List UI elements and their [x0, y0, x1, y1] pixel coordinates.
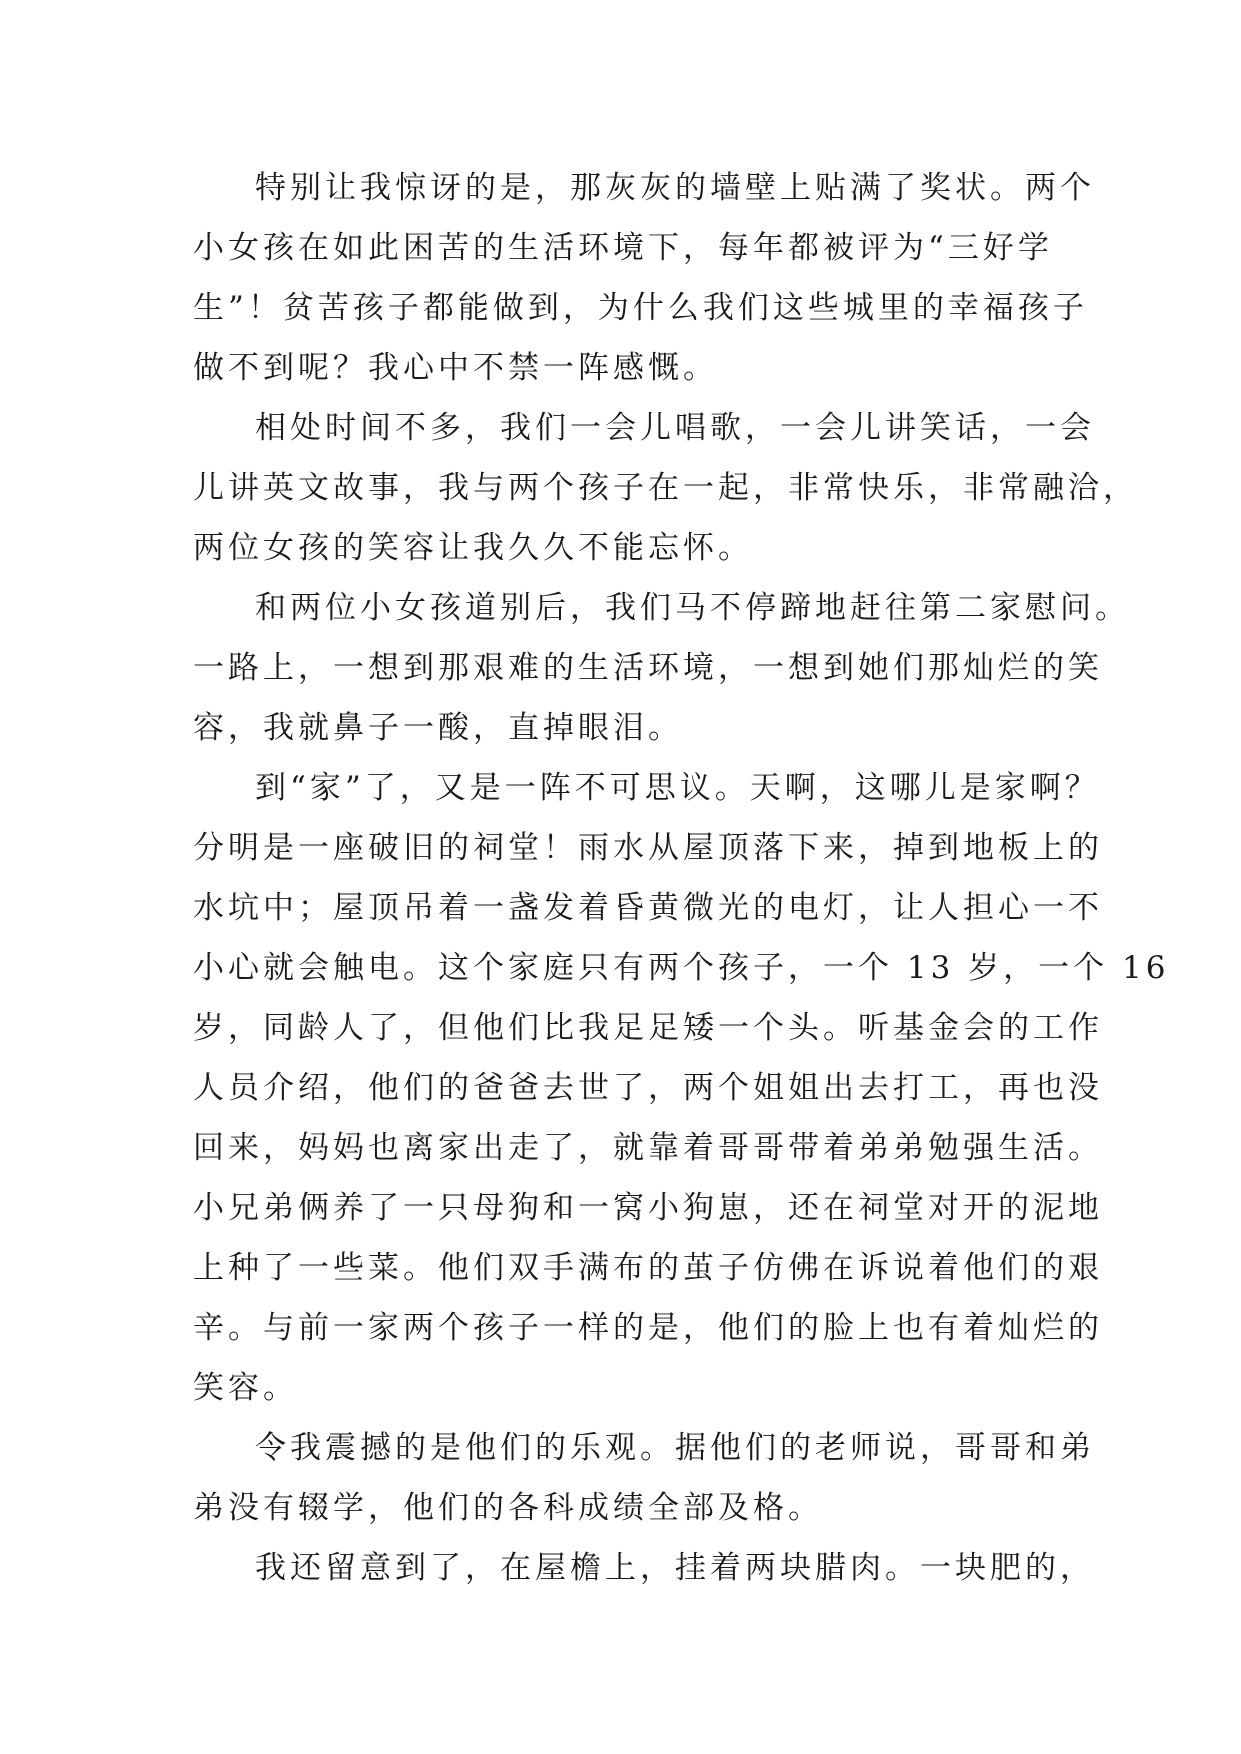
text-line: 相处时间不多，我们一会儿唱歌，一会儿讲笑话，一会 [255, 410, 1095, 446]
text-line: 岁，同龄人了，但他们比我足足矮一个头。听基金会的工作 [193, 1010, 1103, 1046]
text-line: 我还留意到了，在屋檐上，挂着两块腊肉。一块肥的， [255, 1550, 1095, 1586]
text-line: 小女孩在如此困苦的生活环境下，每年都被评为“三好学 [193, 230, 1053, 266]
text-line: 水坑中；屋顶吊着一盏发着昏黄微光的电灯，让人担心一不 [193, 890, 1103, 926]
text-line: 上种了一些菜。他们双手满布的茧子仿佛在诉说着他们的艰 [193, 1250, 1103, 1286]
text-line: 人员介绍，他们的爸爸去世了，两个姐姐出去打工，再也没 [193, 1070, 1103, 1106]
text-line: 生”！贫苦孩子都能做到，为什么我们这些城里的幸福孩子 [193, 290, 1088, 326]
text-line: 笑容。 [193, 1370, 298, 1406]
text-line: 小心就会触电。这个家庭只有两个孩子，一个 13 岁，一个 16 [193, 950, 1170, 986]
text-line: 分明是一座破旧的祠堂！雨水从屋顶落下来，掉到地板上的 [193, 830, 1103, 866]
text-line: 辛。与前一家两个孩子一样的是，他们的脸上也有着灿烂的 [193, 1310, 1103, 1346]
text-line: 容，我就鼻子一酸，直掉眼泪。 [193, 710, 683, 746]
text-line: 到“家”了，又是一阵不可思议。天啊，这哪儿是家啊？ [255, 770, 1100, 806]
text-line: 弟没有辍学，他们的各科成绩全部及格。 [193, 1490, 823, 1526]
text-line: 和两位小女孩道别后，我们马不停蹄地赶往第二家慰问。 [255, 590, 1130, 626]
text-line: 做不到呢？我心中不禁一阵感慨。 [193, 350, 718, 386]
text-line: 特别让我惊讶的是，那灰灰的墙壁上贴满了奖状。两个 [255, 170, 1095, 206]
text-line: 令我震撼的是他们的乐观。据他们的老师说，哥哥和弟 [255, 1430, 1095, 1466]
text-line: 两位女孩的笑容让我久久不能忘怀。 [193, 530, 753, 566]
text-line: 回来，妈妈也离家出走了，就靠着哥哥带着弟弟勉强生活。 [193, 1130, 1103, 1166]
text-line: 小兄弟俩养了一只母狗和一窝小狗崽，还在祠堂对开的泥地 [193, 1190, 1103, 1226]
body-text [193, 158, 1170, 1598]
text-line: 儿讲英文故事，我与两个孩子在一起，非常快乐，非常融洽， [193, 470, 1138, 506]
text-line: 一路上，一想到那艰难的生活环境，一想到她们那灿烂的笑 [193, 650, 1103, 686]
